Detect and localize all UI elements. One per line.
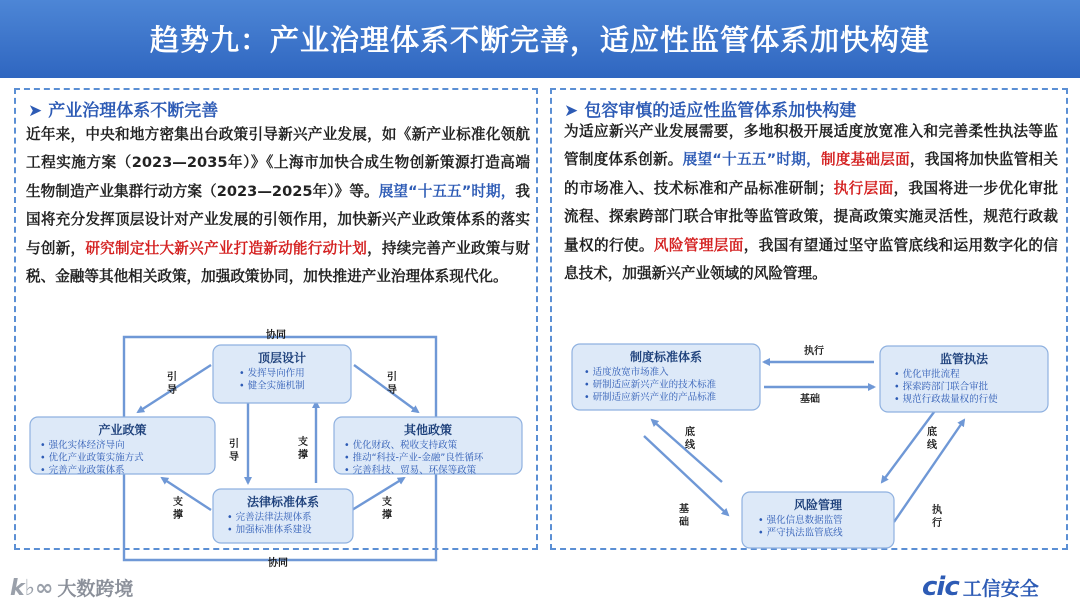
guide-label-left: 导 xyxy=(167,385,177,396)
node-top-design-item: • 健全实施机制 xyxy=(239,380,305,392)
node-regulation-enforcement-item: • 优化审批流程 xyxy=(894,369,960,380)
right-paragraph-segment: 制度基础层面 xyxy=(820,151,910,169)
node-industry-policy-title: 产业政策 xyxy=(98,423,147,437)
right-logo-text: 工信安全 xyxy=(962,578,1039,600)
node-regulation-enforcement xyxy=(880,346,1048,412)
coordination-label-bottom: 协同 xyxy=(268,558,288,569)
base-label-left: 基 xyxy=(679,504,689,515)
support-arrow-left xyxy=(162,478,211,510)
node-other-policy xyxy=(334,417,522,476)
node-institutional-standards-item: • 适度放宽市场准入 xyxy=(584,367,669,378)
exec-label-right: 行 xyxy=(932,518,942,529)
industry-governance-diagram xyxy=(16,90,540,569)
node-regulation-enforcement-item: • 探索跨部门联合审批 xyxy=(894,381,989,393)
support-label-left: 支 xyxy=(173,497,183,508)
left-paragraph-segment: 研究制定壮大新兴产业打造新动能行动计划 xyxy=(85,239,368,257)
right-paragraph-segment: ，我国有望通过坚守监管底线和运用数字化的信息技术，加强新兴产业领域的风险管理。 xyxy=(564,236,1058,283)
support-label-mid: 撑 xyxy=(298,450,308,461)
support-label-mid: 支 xyxy=(298,437,308,448)
coordination-label-top: 协同 xyxy=(266,330,286,341)
node-risk-management-item: • 强化信息数据监管 xyxy=(758,515,843,526)
node-risk-management-title: 风险管理 xyxy=(793,498,843,512)
adaptive-regulation-diagram xyxy=(552,90,1070,552)
support-label-right: 支 xyxy=(382,497,392,508)
right-paragraph-segment: 风险管理层面 xyxy=(653,236,744,254)
right-heading-text: 包容审慎的适应性监管体系加快构建 xyxy=(584,101,857,121)
guide-label-left: 引 xyxy=(167,372,177,383)
left-panel xyxy=(14,88,538,569)
dashukuajing-logo xyxy=(10,574,133,601)
support-label-right: 撑 xyxy=(382,510,392,521)
node-other-policy-item: • 完善科技、贸易、环保等政策 xyxy=(344,465,477,476)
chevron-right-icon: ➤ xyxy=(564,101,579,121)
left-paragraph-segment: 展望“十五五”时期， xyxy=(378,182,516,200)
right-paragraph-segment: ，我国将进一步优化审批流程、探索跨部门联合审批等监管政策，提高政策实施灵活性，规范行政裁量权的行使。 xyxy=(564,179,1058,254)
support-label-left: 撑 xyxy=(173,510,183,521)
bottom-line-label-right: 线 xyxy=(927,440,937,451)
node-risk-management-item: • 严守执法监管底线 xyxy=(758,527,843,539)
node-top-design-item: • 发挥导向作用 xyxy=(239,368,305,379)
bottom-line-label-left: 底 xyxy=(685,427,695,438)
guide-label-right: 导 xyxy=(387,385,397,396)
node-law-standard xyxy=(213,489,353,543)
guide-arrow-right xyxy=(354,365,418,412)
title-banner xyxy=(0,0,1080,78)
right-paragraph-segment: 为适应新兴产业发展需要，多地积极开展适度放宽准入和完善柔性执法等监管制度体系创新。 xyxy=(564,123,1058,169)
guide-label-mid: 引 xyxy=(229,439,239,450)
node-institutional-standards-item: • 研制适应新兴产业的产品标准 xyxy=(584,392,717,403)
node-other-policy-title: 其他政策 xyxy=(403,423,453,437)
left-logo-text: 大数跨境 xyxy=(57,578,134,600)
node-law-standard-item: • 加强标准体系建设 xyxy=(227,524,312,536)
base-label-left: 础 xyxy=(679,517,689,528)
bottom-line-label-left: 线 xyxy=(685,440,695,451)
guide-label-mid: 导 xyxy=(229,452,239,463)
node-regulation-enforcement-title: 监管执法 xyxy=(939,352,989,366)
right-paragraph-segment: ，我国将加快监管相关的市场准入、技术标准和产品标准研制； xyxy=(564,151,1058,197)
base-label-top: 基础 xyxy=(800,394,820,405)
right-paragraph-segment: 展望“十五五”时期， xyxy=(682,151,821,169)
guide-label-right: 引 xyxy=(387,372,397,383)
left-heading-text: 产业治理体系不断完善 xyxy=(48,101,219,121)
node-industry-policy-item: • 强化实体经济导向 xyxy=(40,440,125,451)
exec-label-right: 执 xyxy=(932,505,942,516)
node-institutional-standards xyxy=(572,344,760,410)
bottom-line-label-right: 底 xyxy=(927,427,937,438)
right-paragraph-segment: 执行层面 xyxy=(833,179,894,197)
support-arrow-right xyxy=(352,478,404,510)
node-institutional-standards-item: • 研制适应新兴产业的技术标准 xyxy=(584,379,717,391)
node-industry-policy-item: • 优化产业政策实施方式 xyxy=(40,452,144,464)
node-law-standard-title: 法律标准体系 xyxy=(246,495,320,509)
right-panel xyxy=(550,88,1068,550)
chevron-right-icon: ➤ xyxy=(28,101,43,121)
node-other-policy-item: • 推动“科技-产业-金融”良性循环 xyxy=(344,452,484,464)
exec-label-top: 执行 xyxy=(804,346,824,357)
node-industry-policy-item: • 完善产业政策体系 xyxy=(40,465,125,476)
left-paragraph-segment: 近年来，中央和地方密集出台政策引导新兴产业发展，如《新产业标准化领航工程实施方案（2023—2035年）》《上海市加快合成生物创新策源打造高端生物制造产业集群行动方案（2023—2025年）》等。 xyxy=(26,126,530,200)
node-top-design xyxy=(213,345,351,403)
node-institutional-standards-title: 制度标准体系 xyxy=(629,350,703,364)
cic-mark: cic xyxy=(922,572,959,602)
node-risk-management xyxy=(742,492,894,548)
node-industry-policy xyxy=(30,417,215,476)
left-paragraph-segment: 我国将充分发挥顶层设计对产业发展的引领作用，加快新兴产业政策体系的落实与创新， xyxy=(26,182,531,257)
cic-logo xyxy=(922,572,1039,602)
node-regulation-enforcement-item: • 规范行政裁量权的行使 xyxy=(894,394,998,405)
left-paragraph-segment: ，持续完善产业政策与财税、金融等其他相关政策，加强政策协同，加快推进产业治理体系现代化。 xyxy=(26,239,530,286)
node-top-design-title: 顶层设计 xyxy=(257,351,307,365)
dashukuajing-mark-icon: k♭∞ xyxy=(10,576,54,601)
node-other-policy-item: • 优化财政、税收支持政策 xyxy=(344,440,458,451)
node-law-standard-item: • 完善法律法规体系 xyxy=(227,512,312,523)
page-title: 趋势九：产业治理体系不断完善，适应性监管体系加快构建 xyxy=(149,23,930,57)
